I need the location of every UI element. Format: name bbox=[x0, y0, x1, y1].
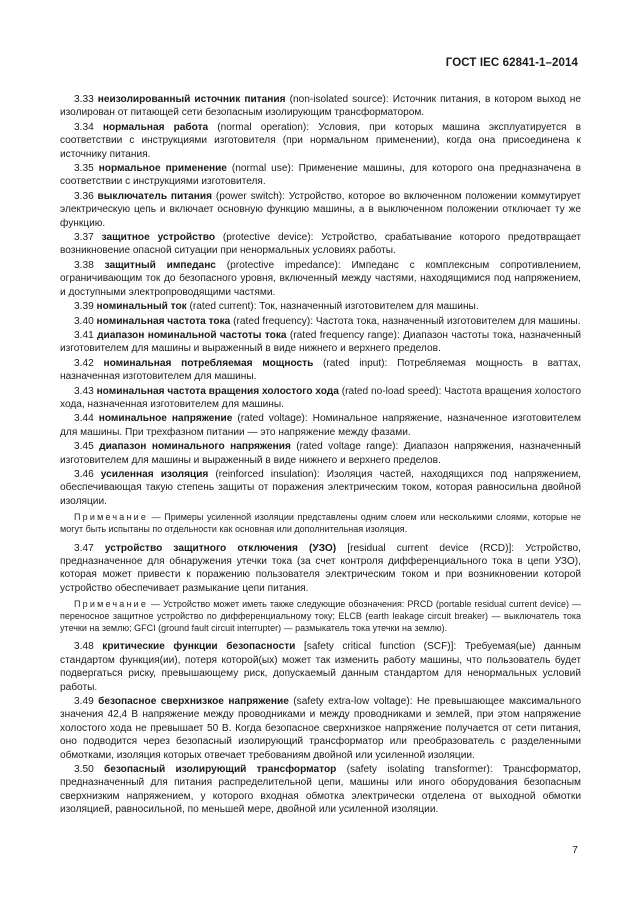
definition-3-35 bbox=[60, 162, 581, 189]
definition-3-44 bbox=[60, 412, 581, 439]
document-body bbox=[60, 93, 581, 818]
definition-3-47 bbox=[60, 542, 581, 596]
definition-term: безопасное сверхнизкое напряжение bbox=[98, 695, 289, 707]
definition-number: 3.46 bbox=[74, 468, 94, 480]
definition-text: (rated voltage): Номинальное напряжение, назначенное изготовителем для машины. При трехфазном питании — это напряжение между фазами. bbox=[60, 413, 581, 438]
definition-3-50 bbox=[60, 763, 581, 817]
definition-text: (reinforced insulation): Изоляция частей, находящихся под напряжением, обеспечивающая такую степень защиты от поражения электрическим током, которая равносильна двойной изоляции. bbox=[60, 468, 581, 507]
definition-number: 3.48 bbox=[74, 641, 94, 653]
definition-3-48 bbox=[60, 640, 581, 694]
definition-text: (rated no-load speed): Частота вращения холостого хода, назначенная изготовителем для машины. bbox=[60, 385, 581, 410]
definition-number: 3.39 bbox=[74, 301, 94, 313]
definition-text: (normal operation): Условия, при которых машина эксплуатируется в соответствии с инструкциями изготовителя (при нормальном применении), когда она присоединена к источнику питания. bbox=[60, 121, 581, 160]
definition-term: диапазон номинальной частоты тока bbox=[97, 329, 287, 341]
definition-term: критические функции безопасности bbox=[102, 641, 296, 653]
definition-number: 3.45 bbox=[74, 441, 94, 453]
definition-number: 3.47 bbox=[74, 542, 94, 554]
definition-number: 3.40 bbox=[74, 315, 94, 327]
definition-text: (safety isolating transformer): Трансформатор, предназначенный для питания распределительной цепи, машины или иного оборудования безопасным сверхнизким напряжением, у которого входная обмотка электрически отделена от выходной обмотки изоляцией, равносильной, по меньшей мере, двойной или усиленной изоляции. bbox=[60, 763, 581, 816]
definition-text: (normal use): Применение машины, для которого она предназначена в соответствии с инструкциями изготовителя. bbox=[60, 163, 581, 188]
definition-term: защитное устройство bbox=[101, 232, 216, 244]
definition-term: нормальная работа bbox=[102, 121, 209, 133]
definition-3-46 bbox=[60, 468, 581, 508]
definition-term: номинальная потребляемая мощность bbox=[103, 357, 314, 369]
definition-3-36 bbox=[60, 190, 581, 230]
note-label: Примечание bbox=[74, 599, 149, 610]
definition-term: безопасный изолирующий трансформатор bbox=[104, 763, 337, 775]
definition-number: 3.50 bbox=[74, 763, 94, 775]
definition-3-34 bbox=[60, 121, 581, 161]
definition-number: 3.36 bbox=[74, 190, 94, 202]
definition-number: 3.43 bbox=[74, 385, 94, 397]
definition-3-42 bbox=[60, 357, 581, 384]
definition-3-49 bbox=[60, 695, 581, 762]
definition-3-41 bbox=[60, 329, 581, 356]
definition-number: 3.35 bbox=[74, 163, 94, 175]
definition-number: 3.42 bbox=[74, 357, 94, 369]
definition-text: (rated frequency): Частота тока, назначенный изготовителем для машины. bbox=[230, 315, 581, 327]
definition-3-40 bbox=[60, 315, 581, 328]
definition-term: номинальный ток bbox=[96, 301, 187, 313]
definition-3-45 bbox=[60, 440, 581, 467]
note-3-47 bbox=[60, 599, 581, 634]
definition-3-38 bbox=[60, 259, 581, 299]
definition-term: защитный импеданс bbox=[104, 259, 216, 271]
definition-text: (protective impedance): Импеданс с комплексным сопротивлением, ограничивающим ток до безопасного уровня, включенный между частями, находящимися под напряжением, и доступными электропроводящими частями. bbox=[60, 259, 581, 298]
definition-number: 3.37 bbox=[74, 232, 94, 244]
note-3-46 bbox=[60, 512, 581, 535]
definition-text: (safety extra-low voltage): Не превышающее максимального значения 42,4 В напряжение между проводниками и между проводниками и землей, при этом напряжение холостого хода не превышает 50 В. Когда безопасное сверхнизкое напряжение получается от сети питания, оно подводится через безопасный изолирующий трансформатор или преобразователь с разделенными обмотками, изоляция которых отвечает требованиям двойной или усиленной изоляции. bbox=[60, 695, 581, 761]
definition-text: (protective device): Устройство, срабатывание которого предотвращает возникновение опасной ситуации при ненормальных условиях работы. bbox=[60, 232, 581, 257]
definition-text: (power switch): Устройство, которое во включенном положении коммутирует электрическую цепь и включает основную функцию машины, а в выключенном положении отключает ту же функцию. bbox=[60, 190, 581, 229]
definition-text: (rated input): Потребляемая мощность в ваттах, назначенная изготовителем для машины. bbox=[60, 357, 581, 383]
definition-term: номинальная частота тока bbox=[96, 315, 231, 327]
definition-number: 3.41 bbox=[74, 329, 94, 341]
definition-term: номинальная частота вращения холостого хода bbox=[96, 385, 339, 397]
definition-term: выключатель питания bbox=[97, 190, 213, 202]
definition-number: 3.33 bbox=[74, 94, 94, 105]
definition-text: [residual current device (RCD)]: Устройство, предназначенное для обнаружения утечки тока (за счет контроля дифференциального тока в цепи УЗО), которая может привести к поражению пользователя электрическим током и при возникновении которой устройство обеспечивает размыкание цепи питания. bbox=[60, 542, 581, 594]
definition-number: 3.38 bbox=[74, 259, 94, 271]
definition-term: устройство защитного отключения (УЗО) bbox=[104, 542, 337, 554]
document-header: ГОСТ IEC 62841-1–2014 bbox=[445, 57, 578, 69]
definition-text: (rated voltage range): Диапазон напряжения, назначенный изготовителем для машины и выраженный в виде нижнего и верхнего пределов. bbox=[60, 441, 581, 466]
definition-3-37 bbox=[60, 231, 581, 258]
definition-number: 3.34 bbox=[74, 121, 94, 133]
definition-term: номинальное напряжение bbox=[98, 413, 233, 425]
note-text: — Устройство может иметь также следующие обозначения: PRCD (portable residual current device) — переносное защитное устройство по дифференциальному току; ELCB (earth leakage circuit breaker) — выключатель тока утечки на землю; GFCI (ground fault circuit interrupter) — размыкатель тока утечки на землю). bbox=[60, 599, 581, 633]
note-label: Примечание bbox=[74, 512, 149, 523]
definition-text: (non-isolated source): Источник питания, в котором выход не изолирован от питающей сети безопасным изолирующим трансформатором. bbox=[60, 94, 581, 119]
definition-text: (rated current): Ток, назначенный изготовителем для машины. bbox=[186, 301, 479, 313]
page-number: 7 bbox=[572, 844, 578, 856]
definition-term: диапазон номинального напряжения bbox=[99, 441, 291, 453]
definition-3-43 bbox=[60, 385, 581, 412]
definition-term: неизолированный источник питания bbox=[97, 94, 286, 105]
definition-text: (rated frequency range): Диапазон частоты тока, назначенный изготовителем для машины и выраженный в виде нижнего и верхнего пределов. bbox=[60, 329, 581, 355]
definition-term: усиленная изоляция bbox=[100, 468, 209, 480]
definition-text: [safety critical function (SCF)]: Требуемая(ые) данным стандартом функция(ии), потеря которой(ых) может так изменить работу машины, что пользователь будет подвергаться риску, превышающему риск, допускаемый данным стандартом для ненормальных условий работы. bbox=[60, 641, 581, 693]
definition-number: 3.44 bbox=[74, 413, 94, 425]
note-text: — Примеры усиленной изоляции представлены одним слоем или несколькими слоями, которые не могут быть испытаны по отдельности как основная или дополнительная изоляция. bbox=[60, 512, 581, 534]
definition-3-39 bbox=[60, 300, 581, 313]
definition-number: 3.49 bbox=[74, 695, 94, 707]
definition-term: нормальное применение bbox=[98, 163, 227, 175]
definition-3-33 bbox=[60, 93, 581, 120]
